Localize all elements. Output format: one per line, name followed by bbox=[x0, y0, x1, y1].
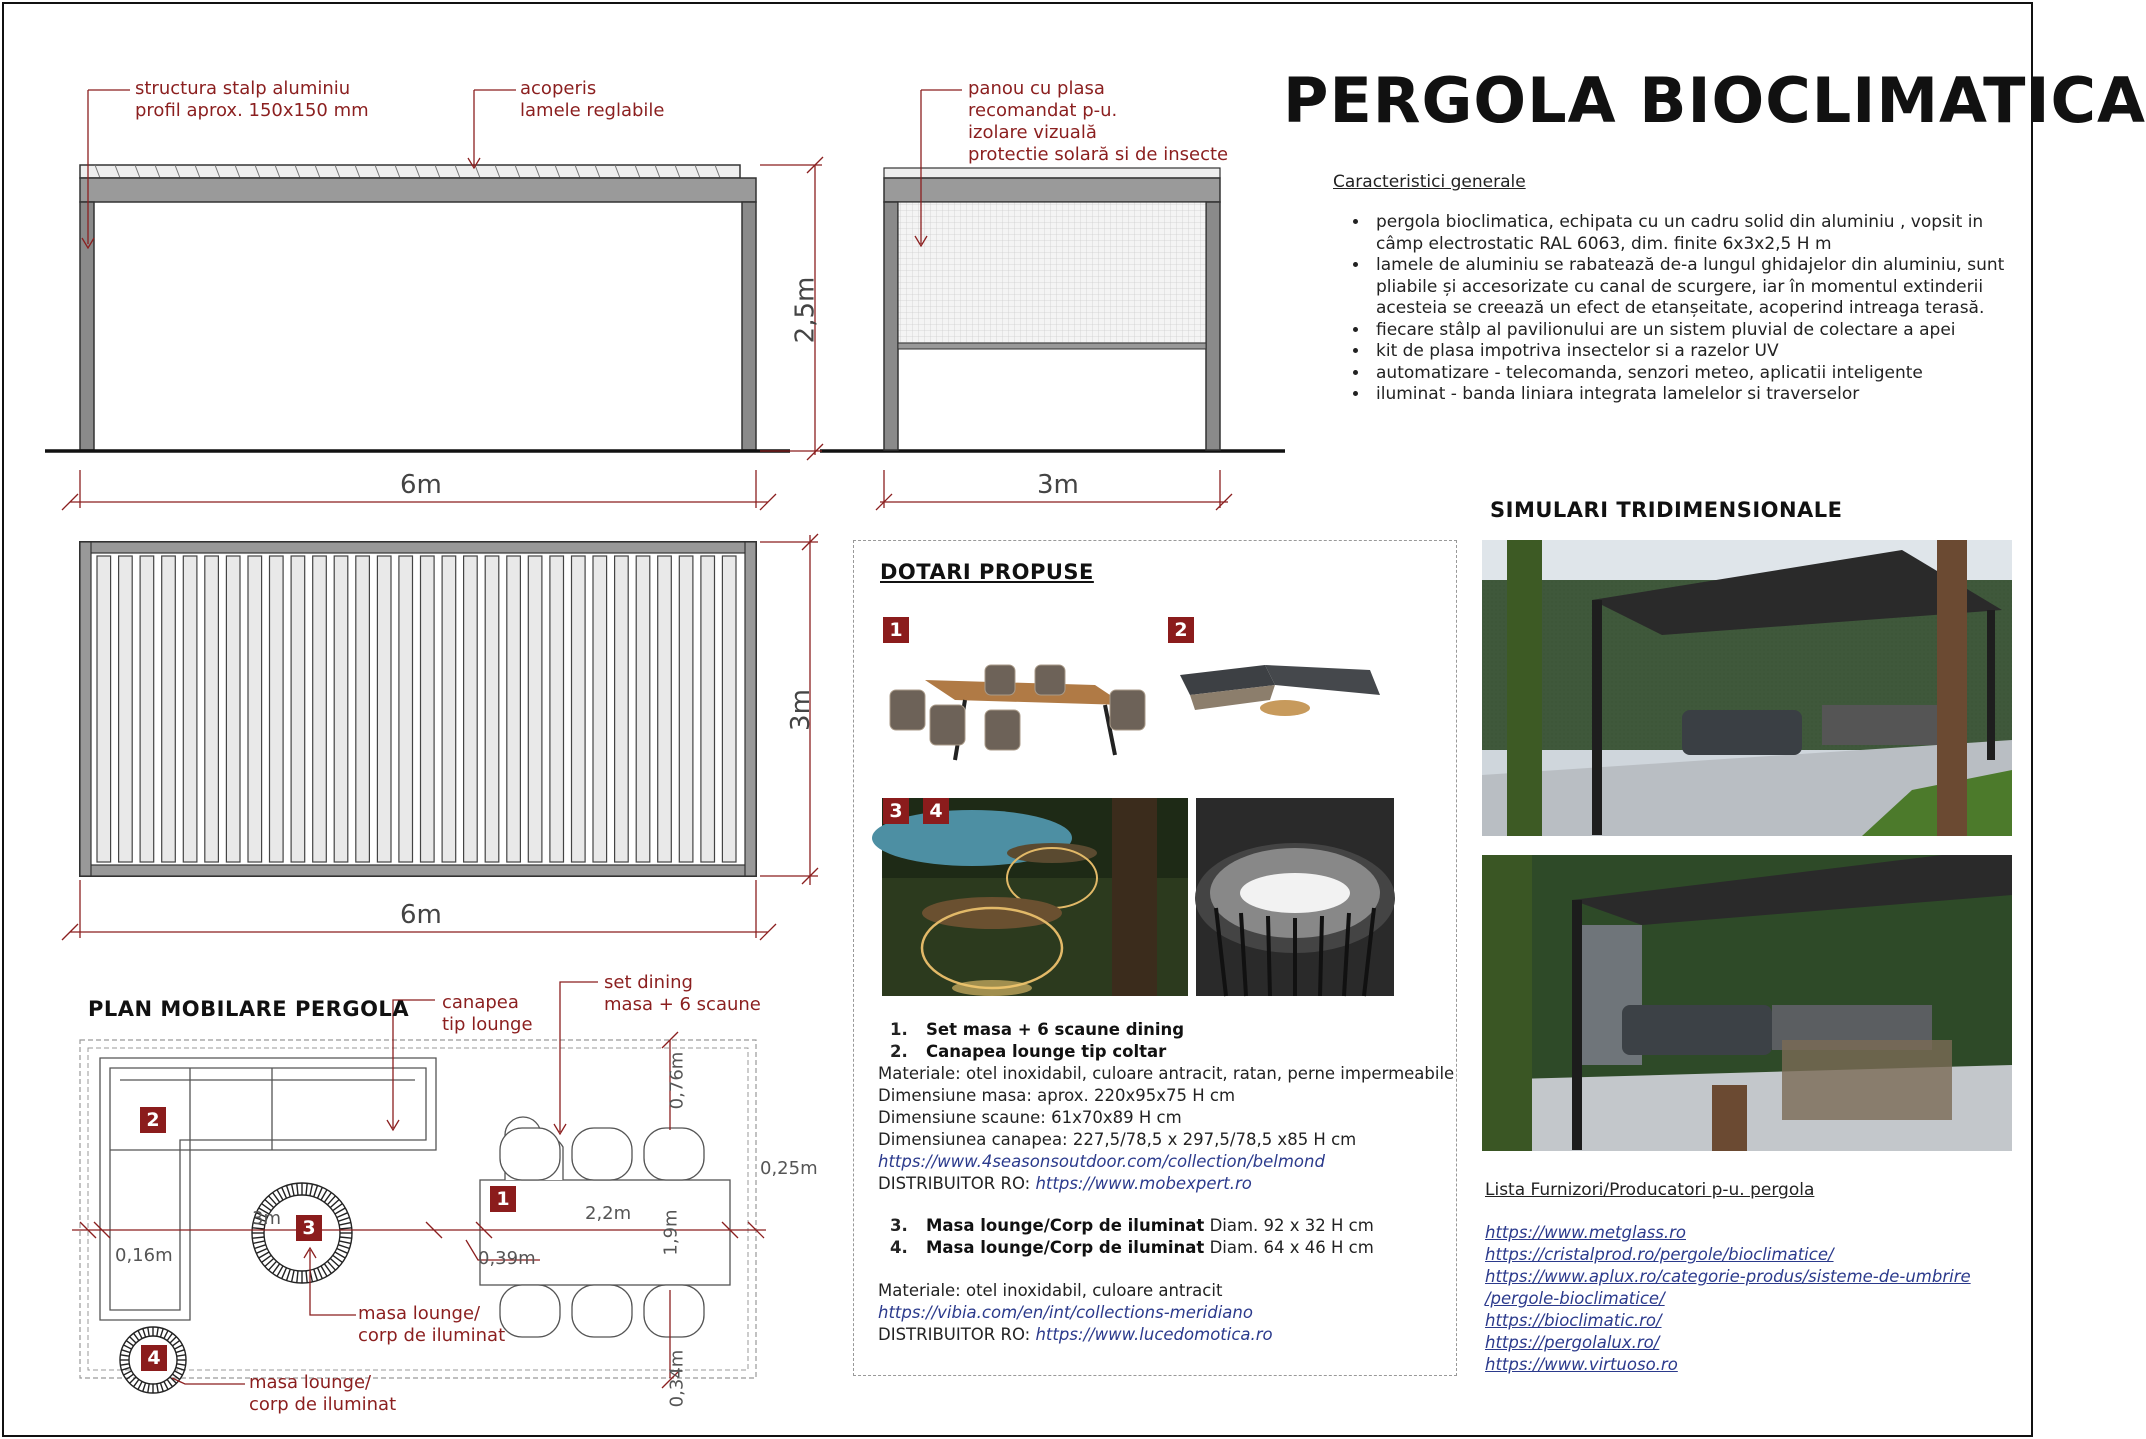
note-stalp-line-1: structura stalp aluminiu bbox=[135, 78, 351, 99]
lamp-rib bbox=[170, 1337, 176, 1343]
note-panou-line-2: recomandat p-u. bbox=[968, 100, 1118, 121]
dining-set-art bbox=[885, 650, 1155, 780]
lamp-rib bbox=[252, 1237, 264, 1238]
spec-line: Dimensiune scaune: 61x70x89 H cm bbox=[878, 1108, 1182, 1127]
roof-slat bbox=[421, 556, 435, 862]
note-canapea-line-1: canapea bbox=[442, 992, 519, 1013]
render-image-1 bbox=[1482, 540, 2012, 836]
lamp-rib bbox=[335, 1208, 345, 1214]
note-dining-line-1: set dining bbox=[604, 972, 693, 993]
lamp-rib bbox=[130, 1337, 136, 1343]
roof-slat bbox=[701, 556, 715, 862]
spec-item-name: Canapea lounge tip coltar bbox=[926, 1042, 1167, 1061]
supplier-link[interactable]: https://cristalprod.ro/pergole/bioclimatice/ bbox=[1485, 1245, 1834, 1264]
spec-item-1 bbox=[878, 1019, 1184, 1041]
note-lounge-3-line-1: masa lounge/ bbox=[358, 1303, 481, 1324]
lamp-rib bbox=[287, 1185, 291, 1197]
lamp-rib bbox=[167, 1333, 172, 1340]
lamp-rib bbox=[254, 1245, 266, 1249]
roof-slat bbox=[183, 556, 197, 862]
furniture-plan-title: PLAN MOBILARE PERGOLA bbox=[88, 997, 410, 1021]
dim-front-width: 6m bbox=[400, 470, 442, 500]
lamp-rib bbox=[167, 1379, 172, 1386]
lamp-rib bbox=[306, 1271, 307, 1283]
lamp-rib bbox=[314, 1185, 318, 1197]
lamp-rib bbox=[314, 1269, 318, 1281]
roof-slat bbox=[313, 556, 327, 862]
distributor-link-mobexpert[interactable]: https://www.mobexpert.ro bbox=[1035, 1174, 1252, 1193]
note-panou-line-4: protectie solară si de insecte bbox=[968, 144, 1229, 165]
dotari-badge-2: 2 bbox=[1168, 617, 1194, 643]
spec-line: Dimensiune masa: aprox. 220x95x75 H cm bbox=[878, 1086, 1236, 1105]
lamp-rib bbox=[321, 1266, 327, 1276]
render-image-2 bbox=[1482, 855, 2012, 1151]
lamp-rib bbox=[282, 1268, 287, 1279]
roof-slat bbox=[162, 556, 176, 862]
note-panou bbox=[968, 78, 1228, 166]
lamp-rib bbox=[122, 1350, 131, 1353]
lamp-rib bbox=[124, 1371, 132, 1375]
spec-distributor-2 bbox=[878, 1324, 1273, 1346]
lamp-rib bbox=[143, 1383, 146, 1392]
roof-slat bbox=[270, 556, 284, 862]
note-dining-line-2: masa + 6 scaune bbox=[604, 994, 761, 1015]
spec-line: Materiale: otel inoxidabil, culoare antracit, ratan, perne impermeabile bbox=[878, 1064, 1455, 1083]
lamp-rib bbox=[148, 1384, 149, 1393]
dim-016: 0,16m bbox=[115, 1245, 173, 1266]
supplier-link[interactable]: https://www.metglass.ro bbox=[1485, 1223, 1686, 1242]
note-lounge-4 bbox=[249, 1372, 396, 1416]
characteristic-item: • pergola bioclimatica, echipata cu un cadru solid din aluminiu , vopsit in câmp electrostatic RAL 6063, dim. finite 6x3x2,5 H m bbox=[1370, 212, 2030, 255]
spec-item-3 bbox=[878, 1215, 1374, 1237]
note-acoperis-line-2: lamele reglabile bbox=[520, 100, 665, 121]
spec-link-vibia[interactable]: https://vibia.com/en/int/collections-meridiano bbox=[878, 1303, 1253, 1322]
lamp-rib bbox=[160, 1383, 163, 1392]
lamp-rib bbox=[134, 1379, 139, 1386]
roof-slat bbox=[636, 556, 650, 862]
distributor-label: DISTRIBUITOR RO: bbox=[878, 1174, 1036, 1193]
lamp-rib bbox=[259, 1252, 269, 1258]
note-canapea bbox=[442, 992, 533, 1036]
note-acoperis-line-1: acoperis bbox=[520, 78, 597, 99]
roof-slat bbox=[615, 556, 629, 862]
roof-slat bbox=[485, 556, 499, 862]
lamp-rib bbox=[164, 1331, 168, 1339]
roof-slat bbox=[593, 556, 607, 862]
plan-badge-3: 3 bbox=[296, 1215, 322, 1241]
plan-badge-4: 4 bbox=[141, 1345, 167, 1371]
lamp-rib bbox=[160, 1329, 163, 1338]
lamp-rib bbox=[306, 1183, 307, 1195]
roof-slat bbox=[226, 556, 240, 862]
lamp-rib bbox=[134, 1333, 139, 1340]
lamp-rib bbox=[138, 1331, 142, 1339]
lamp-rib bbox=[126, 1374, 133, 1379]
note-stalp-line-2: profil aprox. 150x150 mm bbox=[135, 100, 369, 121]
roof-slat bbox=[334, 556, 348, 862]
lamp-rib bbox=[297, 1183, 298, 1195]
spec-line: Materiale: otel inoxidabil, culoare antracit bbox=[878, 1281, 1223, 1300]
characteristic-item: • lamele de aluminiu se rabatează de-a lungul ghidajelor din aluminiu, sunt pliabile și accesorizate cu canal de scurgere, iar în momentul extinderii acesteia se creează un efect de etanșeitate, acoperind intreaga terasă. bbox=[1370, 255, 2030, 320]
roof-slat bbox=[722, 556, 736, 862]
roof-slat bbox=[119, 556, 133, 862]
lamp-rib bbox=[282, 1187, 287, 1198]
dim-034: 0,34m bbox=[666, 1349, 688, 1408]
note-panou-line-1: panou cu plasa bbox=[968, 78, 1105, 99]
spec-link-4seasons[interactable]: https://www.4seasonsoutdoor.com/collection/belmond bbox=[878, 1152, 1325, 1171]
lamp-rib bbox=[277, 1266, 283, 1276]
characteristic-item: • fiecare stâlp al pavilionului are un sistem pluvial de colectare a apei bbox=[1370, 320, 2030, 342]
note-stalp bbox=[135, 78, 369, 122]
roof-slat bbox=[572, 556, 586, 862]
lamp-rib bbox=[337, 1213, 348, 1218]
lamp-rib bbox=[340, 1237, 352, 1238]
dining-set-image bbox=[885, 650, 1155, 780]
lamp-rib bbox=[120, 1364, 129, 1365]
roof-slat bbox=[248, 556, 262, 862]
dotari-title: DOTARI PROPUSE bbox=[880, 560, 1094, 584]
distributor-label: DISTRIBUITOR RO: bbox=[878, 1325, 1036, 1344]
supplier-link[interactable]: https://bioclimatic.ro/ bbox=[1485, 1311, 1662, 1330]
lamp-rib bbox=[297, 1271, 298, 1283]
roof-slat bbox=[97, 556, 111, 862]
spec-line: Dimensiunea canapea: 227,5/78,5 x 297,5/78,5 x85 H cm bbox=[878, 1130, 1357, 1149]
spec-item-number: 3. bbox=[890, 1216, 908, 1235]
dim-side-width: 3m bbox=[1037, 470, 1079, 500]
roof-slat bbox=[528, 556, 542, 862]
lamp-rib bbox=[172, 1341, 179, 1346]
note-lounge-4-line-2: corp de iluminat bbox=[249, 1394, 397, 1415]
roof-slat bbox=[291, 556, 305, 862]
lamp-rib bbox=[292, 1184, 295, 1196]
spec-item-2 bbox=[878, 1041, 1166, 1063]
spec-item-number: 1. bbox=[890, 1020, 908, 1039]
note-lounge-4-line-1: masa lounge/ bbox=[249, 1372, 372, 1393]
dotari-badge-3: 3 bbox=[883, 798, 909, 824]
note-acoperis bbox=[520, 78, 664, 122]
lamp-detail-art bbox=[1196, 798, 1394, 996]
spec-item-name: Set masa + 6 scaune dining bbox=[926, 1020, 1185, 1039]
dim-025: 0,25m bbox=[760, 1158, 818, 1179]
supplier-link[interactable]: https://www.aplux.ro/categorie-produs/sisteme-de-umbrire bbox=[1485, 1267, 1971, 1286]
lounge-sofa-art bbox=[1175, 650, 1390, 735]
spec-item-dim: Diam. 92 x 32 H cm bbox=[1204, 1216, 1374, 1235]
note-canapea-line-2: tip lounge bbox=[442, 1014, 533, 1035]
simulations-title: SIMULARI TRIDIMENSIONALE bbox=[1490, 498, 1843, 522]
lamp-rib bbox=[176, 1350, 185, 1353]
lamp-rib bbox=[157, 1327, 158, 1336]
suppliers-title-text: Lista Furnizori/Producatori p-u. pergola bbox=[1485, 1180, 1815, 1200]
roof-slat bbox=[205, 556, 219, 862]
lamp-rib bbox=[256, 1249, 267, 1254]
lamp-rib bbox=[138, 1381, 142, 1389]
note-lounge-3 bbox=[358, 1303, 505, 1347]
lamp-rib bbox=[335, 1252, 345, 1258]
lamp-rib bbox=[340, 1228, 352, 1229]
page-title: PERGOLA BIOCLIMATICA bbox=[1283, 64, 2146, 137]
roof-slat bbox=[464, 556, 478, 862]
supplier-link[interactable]: /pergole-bioclimatice/ bbox=[1485, 1289, 1665, 1308]
dim-076: 0,76m bbox=[666, 1051, 688, 1110]
lamp-rib bbox=[339, 1223, 351, 1226]
spec-item-number: 2. bbox=[890, 1042, 908, 1061]
dim-22: 2,2m bbox=[585, 1203, 632, 1224]
dim-19: 1,9m bbox=[660, 1209, 682, 1256]
lamp-rib bbox=[338, 1218, 350, 1222]
lounge-sofa-image bbox=[1175, 650, 1390, 735]
roof-slat bbox=[658, 556, 672, 862]
plan-badge-2: 2 bbox=[140, 1107, 166, 1133]
lamp-rib bbox=[339, 1241, 351, 1244]
dotari-badge-1: 1 bbox=[883, 617, 909, 643]
spec-distributor-1 bbox=[878, 1173, 1252, 1195]
render-1-art bbox=[1482, 540, 2012, 836]
lamp-rib bbox=[310, 1184, 313, 1196]
lamp-rib bbox=[148, 1327, 149, 1336]
lamp-rib bbox=[337, 1249, 348, 1254]
roof-slat bbox=[550, 556, 564, 862]
characteristics-list bbox=[1340, 212, 2030, 406]
lamp-garden-art bbox=[882, 798, 1188, 996]
lamp-rib bbox=[321, 1190, 327, 1200]
spec-item-number: 4. bbox=[890, 1238, 908, 1257]
characteristic-item: • kit de plasa impotriva insectelor si a razelor UV bbox=[1370, 341, 2030, 363]
lamp-rib bbox=[124, 1345, 132, 1349]
roof-slat bbox=[507, 556, 521, 862]
roof-slat bbox=[442, 556, 456, 862]
spec-item-name: Masa lounge/Corp de iluminat bbox=[926, 1238, 1205, 1257]
dotari-badge-4: 4 bbox=[923, 798, 949, 824]
dim-039: 0,39m bbox=[478, 1248, 536, 1269]
lamp-garden-image bbox=[882, 798, 1188, 996]
lamp-rib bbox=[143, 1329, 146, 1338]
plan-badge-1: 1 bbox=[490, 1186, 516, 1212]
distributor-link-lucedomotica[interactable]: https://www.lucedomotica.ro bbox=[1035, 1325, 1273, 1344]
lamp-rib bbox=[253, 1241, 265, 1244]
lamp-detail-image bbox=[1196, 798, 1394, 996]
spec-item-name: Masa lounge/Corp de iluminat bbox=[926, 1216, 1205, 1235]
note-dining bbox=[604, 972, 761, 1016]
lamp-rib bbox=[338, 1245, 350, 1249]
lamp-rib bbox=[277, 1190, 283, 1200]
dim-plan-width: 6m bbox=[400, 900, 442, 930]
lamp-rib bbox=[177, 1364, 186, 1365]
lamp-rib bbox=[177, 1355, 186, 1356]
lamp-rib bbox=[174, 1371, 182, 1375]
dim-3: 3m bbox=[252, 1208, 281, 1229]
characteristic-item: • automatizare - telecomanda, senzori meteo, aplicatii inteligente bbox=[1370, 363, 2030, 385]
dim-front-height: 2,5m bbox=[790, 276, 821, 344]
lamp-rib bbox=[318, 1187, 323, 1198]
characteristic-item: • iluminat - banda liniara integrata lamelelor si traverselor bbox=[1370, 384, 2030, 406]
lamp-rib bbox=[174, 1345, 182, 1349]
suppliers-title bbox=[1485, 1180, 1814, 1200]
roof-slat bbox=[377, 556, 391, 862]
roof-slat bbox=[356, 556, 370, 862]
lamp-rib bbox=[287, 1269, 291, 1281]
side-elevation bbox=[884, 168, 1220, 450]
dim-plan-depth: 3m bbox=[785, 689, 816, 731]
characteristics-title: Caracteristici generale bbox=[1333, 172, 1526, 192]
lamp-rib bbox=[318, 1268, 323, 1279]
lamp-rib bbox=[292, 1270, 295, 1282]
lamp-rib bbox=[164, 1381, 168, 1389]
lamp-rib bbox=[130, 1377, 136, 1383]
lamp-rib bbox=[120, 1355, 129, 1356]
supplier-link[interactable]: https://www.virtuoso.ro bbox=[1485, 1355, 1678, 1374]
spec-item-dim: Diam. 64 x 46 H cm bbox=[1204, 1238, 1374, 1257]
supplier-link[interactable]: https://pergolalux.ro/ bbox=[1485, 1333, 1660, 1352]
roof-slat bbox=[140, 556, 154, 862]
note-panou-line-3: izolare vizuală bbox=[968, 122, 1097, 143]
note-lounge-3-line-2: corp de iluminat bbox=[358, 1325, 506, 1346]
roof-slat bbox=[679, 556, 693, 862]
roof-slat bbox=[399, 556, 413, 862]
render-2-art bbox=[1482, 855, 2012, 1151]
lamp-rib bbox=[157, 1384, 158, 1393]
spec-item-4 bbox=[878, 1237, 1374, 1259]
lamp-rib bbox=[126, 1341, 133, 1346]
plan-view-lamele bbox=[80, 542, 756, 876]
